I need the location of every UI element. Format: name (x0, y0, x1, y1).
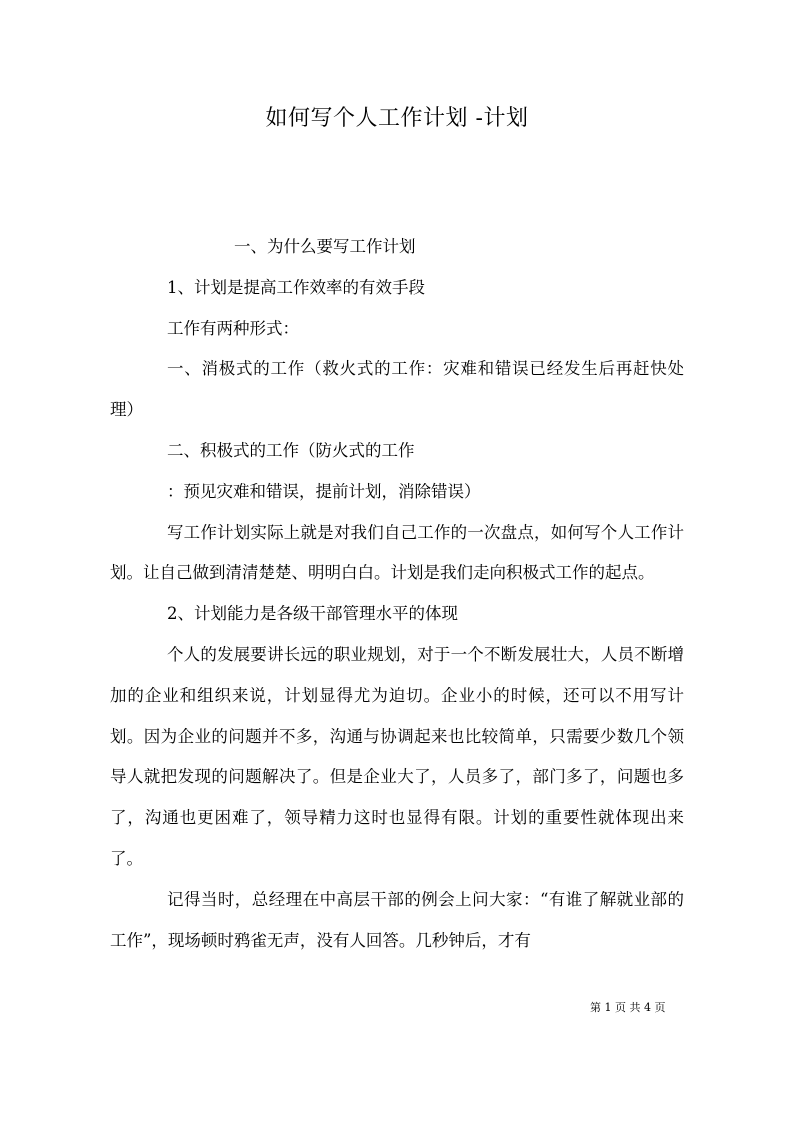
subsection-heading: 2、计划能力是各级干部管理水平的体现 (167, 604, 458, 624)
section-heading: 一、为什么要写工作计划 (234, 237, 416, 256)
body-paragraph: 记得当时，总经理在中高层干部的例会上问大家：“有谁了解就业部的工作”，现场顿时鸦雀无声，没有人回答。几秒钟后，才有 (110, 889, 684, 950)
body-paragraph: 个人的发展要讲长远的职业规划，对于一个不断发展壮大，人员不断增加的企业和组织来说，计划显得尤为迫切。企业小的时候，还可以不用写计划。因为企业的问题并不多，沟通与协调起来也比较简单，只需要少数几个领导人就把发现的问题解决了。但是企业大了，人员多了，部门多了，问题也多了，沟通也更困难了，领导精力这时也显得有限。计划的重要性就体现出来了。 (110, 644, 684, 868)
page-number-footer: 第 1 页 共 4 页 (590, 1001, 666, 1014)
document-title: 如何写个人工作计划 -计划 (265, 106, 529, 131)
body-paragraph: 工作有两种形式： (167, 318, 299, 338)
body-paragraph: 写工作计划实际上就是对我们自己工作的一次盘点，如何写个人工作计划。让自己做到清清楚楚、明明白白。计划是我们走向积极式工作的起点。 (110, 522, 684, 583)
body-paragraph: 一、消极式的工作（救火式的工作：灾难和错误已经发生后再赶快处理） (110, 359, 684, 420)
document-body (110, 227, 684, 961)
body-paragraph: ：预见灾难和错误，提前计划，消除错误） (167, 481, 481, 501)
subsection-heading: 1、计划是提高工作效率的有效手段 (167, 277, 425, 297)
body-paragraph: 二、积极式的工作（防火式的工作 (167, 440, 415, 460)
